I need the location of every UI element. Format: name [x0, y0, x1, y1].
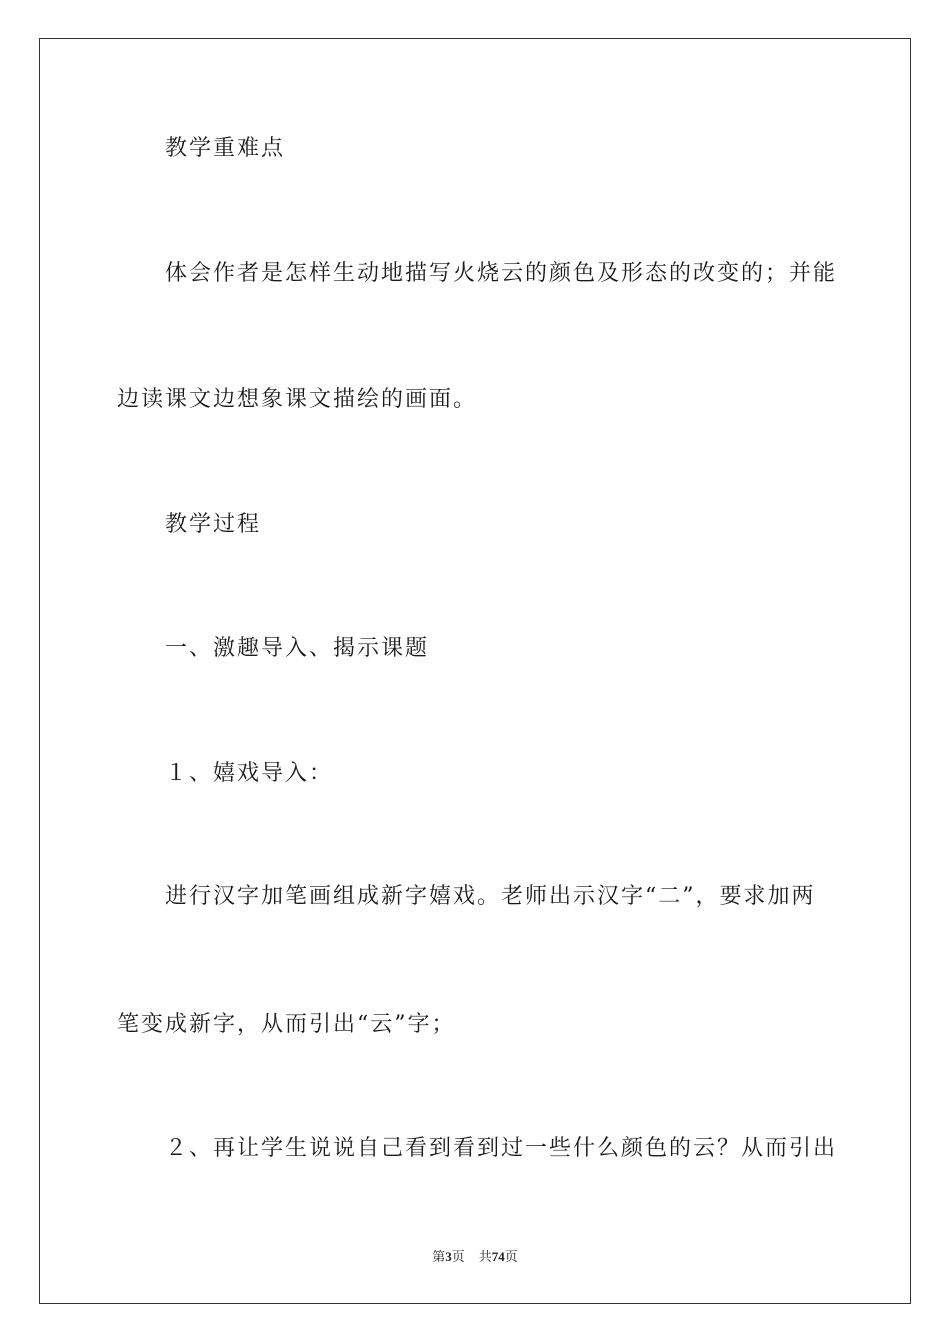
paragraph-line: 进行汉字加笔画组成新字嬉戏。老师出示汉字“二”，要求加两: [165, 884, 816, 909]
list-item: ２、再让学生说说自己看到看到过一些什么颜色的云？从而引出: [165, 1136, 838, 1161]
total-suffix: 页: [504, 1249, 518, 1264]
heading-key-points: 教学重难点: [165, 136, 286, 161]
page-border: [39, 38, 911, 1304]
page-prefix: 第: [432, 1249, 446, 1264]
paragraph-line: 笔变成新字，从而引出“云”字；: [117, 1012, 456, 1037]
list-item: １、嬉戏导入：: [165, 761, 334, 786]
total-prefix: 共: [478, 1249, 492, 1264]
page-suffix: 页: [451, 1249, 465, 1264]
paragraph-line: 边读课文边想象课文描绘的画面。: [117, 387, 478, 412]
section-heading: 一、激趣导入、揭示课题: [165, 636, 430, 661]
paragraph-line: 体会作者是怎样生动地描写火烧云的颜色及形态的改变的；并能: [165, 261, 838, 286]
page-number: 3: [445, 1249, 452, 1264]
heading-teaching-process: 教学过程: [165, 512, 262, 537]
total-pages: 74: [491, 1249, 505, 1264]
page-footer: [0, 1246, 950, 1265]
